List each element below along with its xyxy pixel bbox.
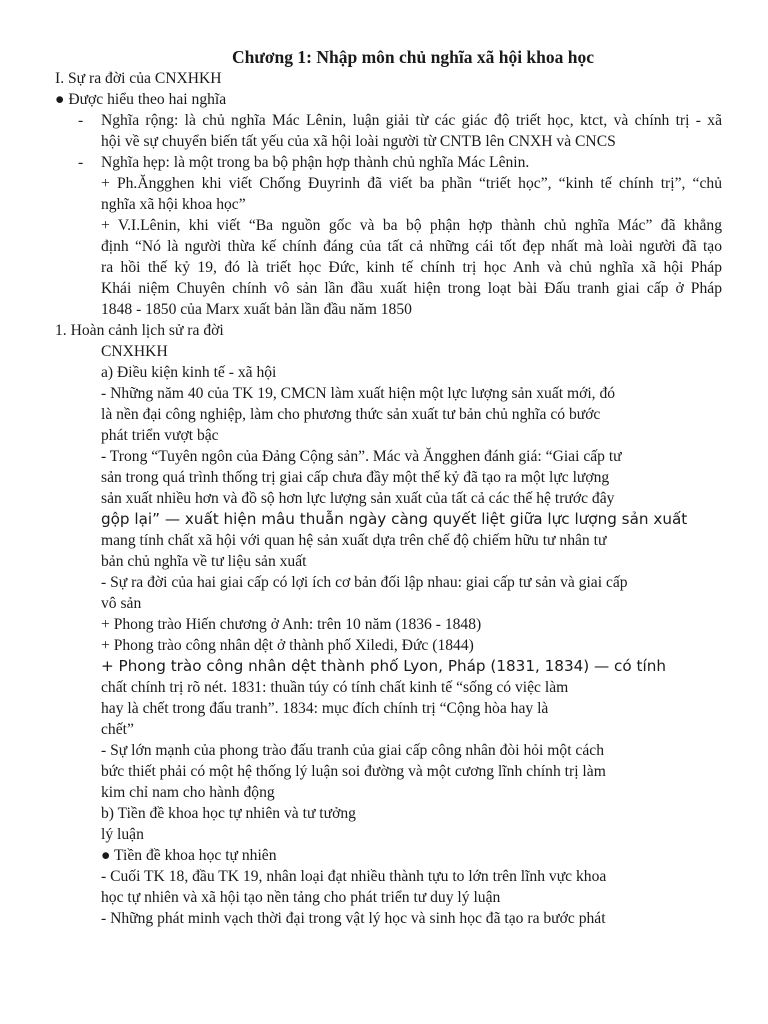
paragraph-line: bức thiết phải có một hệ thống lý luận soi đường và một cương lĩnh chính trị làm xyxy=(101,763,606,780)
paragraph-line: - Sự ra đời của hai giai cấp có lợi ích cơ bản đối lập nhau: giai cấp tư sản và giai cấp xyxy=(101,574,628,591)
broad-meaning-line: hội về sự chuyển biến tất yếu của xã hội loài người từ CNTB lên CNXH và CNCS xyxy=(101,133,616,150)
section-heading: I. Sự ra đời của CNXHKH xyxy=(55,70,222,87)
lenin-line: Khái niệm Chuyên chính vô sản lần đầu xuất hiện trong loạt bài Đấu tranh giai cấp ở Pháp xyxy=(101,280,722,297)
paragraph-line: là nền đại công nghiệp, làm cho phương thức sản xuất tư bản chủ nghĩa có bước xyxy=(101,406,601,423)
movement-item: + Phong trào Hiến chương ở Anh: trên 10 năm (1836 - 1848) xyxy=(101,616,482,633)
broad-meaning-line: Nghĩa rộng: là chủ nghĩa Mác Lênin, luận giải từ các giác độ triết học, ktct, và chính trị - xã xyxy=(101,112,722,129)
movement-item: hay là chết trong đấu tranh”. 1834: mục đích chính trị “Cộng hòa hay là xyxy=(101,700,549,717)
paragraph-line: sản trong quá trình thống trị giai cấp chưa đầy một thế kỷ đã tạo ra một lực lượng xyxy=(101,469,610,486)
socioeconomic-heading: a) Điều kiện kinh tế - xã hội xyxy=(101,364,277,381)
historical-subheading: CNXHKH xyxy=(101,343,168,360)
paragraph-line: - Trong “Tuyên ngôn của Đảng Cộng sản”. Mác và Ăngghen đánh giá: “Giai cấp tư xyxy=(101,448,622,465)
dash-marker: - xyxy=(78,154,84,171)
historical-heading: 1. Hoàn cảnh lịch sử ra đời xyxy=(55,322,224,339)
natural-science-bullet: ● Tiền đề khoa học tự nhiên xyxy=(101,847,277,864)
bullet-two-meanings: ● Được hiểu theo hai nghĩa xyxy=(55,91,227,108)
movement-item: + Phong trào công nhân dệt ở thành phố Xiledi, Đức (1844) xyxy=(101,637,474,654)
page-title: Chương 1: Nhập môn chủ nghĩa xã hội khoa học xyxy=(231,47,595,67)
narrow-meaning-line: Nghĩa hẹp: là một trong ba bộ phận hợp thành chủ nghĩa Mác Lênin. xyxy=(101,154,530,171)
paragraph-line: vô sản xyxy=(101,595,142,612)
lenin-line: ra hồi thế kỷ 19, đó là triết học Đức, kinh tế chính trị học Anh và chủ nghĩa xã hội Pháp xyxy=(101,259,722,276)
premise-heading: b) Tiền đề khoa học tự nhiên và tư tưởng xyxy=(101,805,356,822)
paragraph-line: - Cuối TK 18, đầu TK 19, nhân loại đạt nhiều thành tựu to lớn trên lĩnh vực khoa xyxy=(101,868,607,885)
paragraph-line: học tự nhiên và xã hội tạo nền tảng cho phát triển tư duy lý luận xyxy=(101,889,501,906)
movement-item: chết” xyxy=(101,721,134,738)
premise-heading: lý luận xyxy=(101,826,144,843)
paragraph-line: phát triển vượt bậc xyxy=(101,427,219,444)
paragraph-line: gộp lại” — xuất hiện mâu thuẫn ngày càng quyết liệt giữa lực lượng sản xuất xyxy=(101,510,688,528)
paragraph-line: - Những phát minh vạch thời đại trong vật lý học và sinh học đã tạo ra bước phát xyxy=(101,910,606,927)
movement-item: chất chính trị rõ nét. 1831: thuần túy có tính chất kinh tế “sống có việc làm xyxy=(101,679,569,696)
engels-line: nghĩa xã hội khoa học” xyxy=(101,196,246,213)
paragraph-line: - Những năm 40 của TK 19, CMCN làm xuất hiện một lực lượng sản xuất mới, đó xyxy=(101,385,616,402)
lenin-line: định “Nó là người thừa kế chính đáng của tất cả những cái tốt đẹp nhất mà loài người đã tạo xyxy=(101,238,722,255)
paragraph-line: sản xuất nhiều hơn và đồ sộ hơn lực lượng sản xuất của tất cả các thế hệ trước đây xyxy=(101,490,615,507)
engels-line: + Ph.Ăngghen khi viết Chống Đuyrinh đã viết ba phần “triết học”, “kinh tế chính trị”, “chủ xyxy=(101,175,722,192)
lenin-line: + V.I.Lênin, khi viết “Ba nguồn gốc và ba bộ phận hợp thành chủ nghĩa Mác” đã khẳng xyxy=(101,217,722,234)
lenin-line: 1848 - 1850 của Marx xuất bản lần đầu năm 1850 xyxy=(101,301,412,318)
paragraph-line: bản chủ nghĩa về tư liệu sản xuất xyxy=(101,553,307,570)
paragraph-line: - Sự lớn mạnh của phong trào đấu tranh của giai cấp công nhân đòi hỏi một cách xyxy=(101,742,604,759)
movement-item: + Phong trào công nhân dệt thành phố Lyon, Pháp (1831, 1834) — có tính xyxy=(101,657,666,675)
paragraph-line: mang tính chất xã hội với quan hệ sản xuất dựa trên chế độ chiếm hữu tư nhân tư xyxy=(101,532,607,549)
dash-marker: - xyxy=(78,112,84,129)
paragraph-line: kim chỉ nam cho hành động xyxy=(101,784,275,801)
